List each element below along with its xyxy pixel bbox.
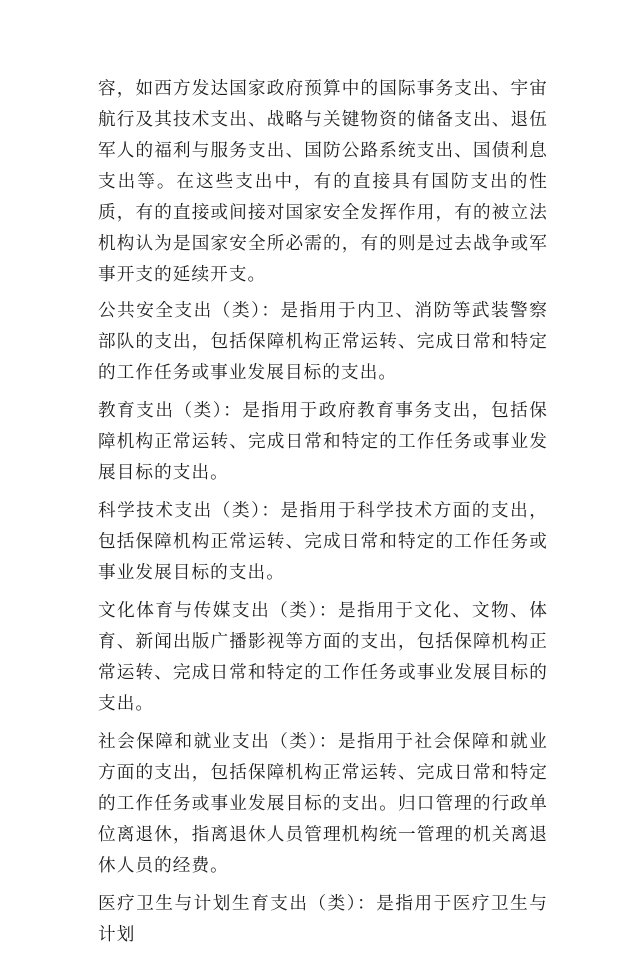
paragraph-medical-health-spending: 医疗卫生与计划生育支出（类）：是指用于医疗卫生与计划 bbox=[98, 894, 548, 945]
paragraph-social-security-employment-spending: 社会保障和就业支出（类）：是指用于社会保障和就业方面的支出，包括保障机构正常运转、完成日常和特定的工作任务或事业发展目标的支出。归口管理的行政单位离退休，指离退休人员管理机构统一管理的机关离退休人员的经费。 bbox=[98, 732, 548, 876]
paragraph-culture-sports-media-spending: 文化体育与传媒支出（类）：是指用于文化、文物、体育、新闻出版广播影视等方面的支出，包括保障机构正常运转、完成日常和特定的工作任务或事业发展目标的支出。 bbox=[98, 601, 548, 714]
paragraph-public-security-spending: 公共安全支出（类）：是指用于内卫、消防等武装警察部队的支出，包括保障机构正常运转、完成日常和特定的工作任务或事业发展目标的支出。 bbox=[98, 301, 548, 383]
paragraph-defense-related-spending: 容，如西方发达国家政府预算中的国际事务支出、宇宙航行及其技术支出、战略与关键物资的储备支出、退伍军人的福利与服务支出、国防公路系统支出、国债利息支出等。在这些支出中，有的直接具有国防支出的性质，有的直接或间接对国家安全发挥作用，有的被立法机构认为是国家安全所必需的，有的则是过去战争或军事开支的延续开支。 bbox=[98, 79, 548, 285]
paragraph-education-spending: 教育支出（类）：是指用于政府教育事务支出，包括保障机构正常运转、完成日常和特定的工作任务或事业发展目标的支出。 bbox=[98, 401, 548, 483]
document-page bbox=[98, 74, 548, 958]
paragraph-science-technology-spending: 科学技术支出（类）：是指用于科学技术方面的支出，包括保障机构正常运转、完成日常和特定的工作任务或事业发展目标的支出。 bbox=[98, 501, 548, 583]
